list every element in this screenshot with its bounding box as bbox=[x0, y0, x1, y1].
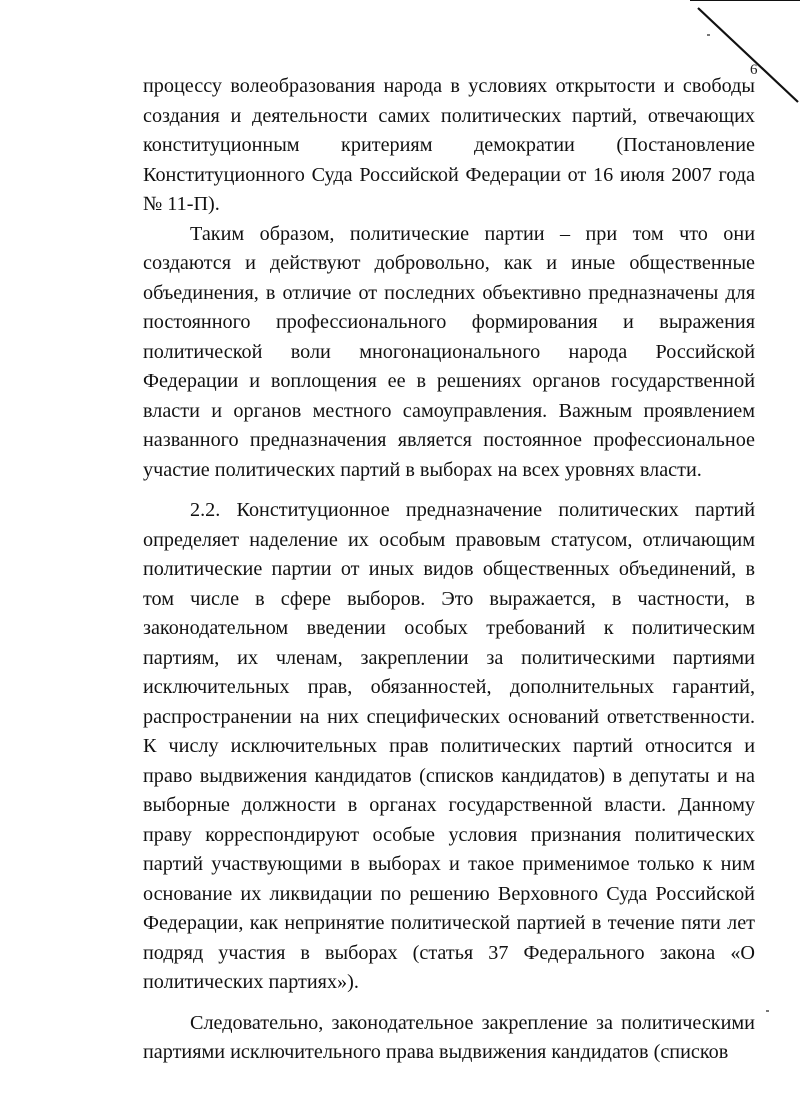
scan-speck bbox=[707, 34, 710, 36]
paragraph-continuation: процессу волеобразования народа в условиях открытости и свободы создания и деятельности самих политических партий, отвечающих конституционным критериям демократии (Постановление Конституционного Суда Российской Федерации от 16 июля 2007 года № 11-П). bbox=[143, 75, 755, 215]
paragraph: Следовательно, законодательное закрепление за политическими партиями исключительного права выдвижения кандидатов (списков bbox=[143, 1011, 755, 1063]
paragraph-section-2-2: 2.2. Конституционное предназначение политических партий определяет наделение их особым правовым статусом, отличающим политические партии от иных видов общественных объединений, в том числе в сфере выборов. Это выражается, в частности, в законодательном введении особых требований к политическим партиям, их членам, закреплении за политическими партиями исключительных прав, обязанностей, дополнительных гарантий, распространении на них специфических оснований ответственности. К числу исключительных прав политических партий относится и право выдвижения кандидатов (списков кандидатов) в депутаты и на выборные должности в органах государственной власти. Данному праву корреспондируют особые условия признания политических партий участвующими в выборах и такое применимое только к ним основание их ликвидации по решению Верховного Суда Российской Федерации, как непринятие политической партией в течение пяти лет подряд участия в выборах (статья 37 Федерального закона «О политических партиях»). bbox=[143, 499, 755, 993]
page-number: 6 bbox=[750, 62, 758, 78]
scan-speck bbox=[766, 1010, 769, 1012]
paragraph: Таким образом, политические партии – при том что они создаются и действуют добровольно, как и иные общественные объединения, в отличие от последних объективно предназначены для постоянного профессионального формирования и выражения политической воли многонационального народа Российской Федерации и воплощения ее в решениях органов государственной власти и органов местного самоуправления. Важным проявлением названного предназначения является постоянное профессиональное участие политических партий в выборах на всех уровнях власти. bbox=[143, 222, 755, 481]
document-body bbox=[143, 72, 755, 1068]
